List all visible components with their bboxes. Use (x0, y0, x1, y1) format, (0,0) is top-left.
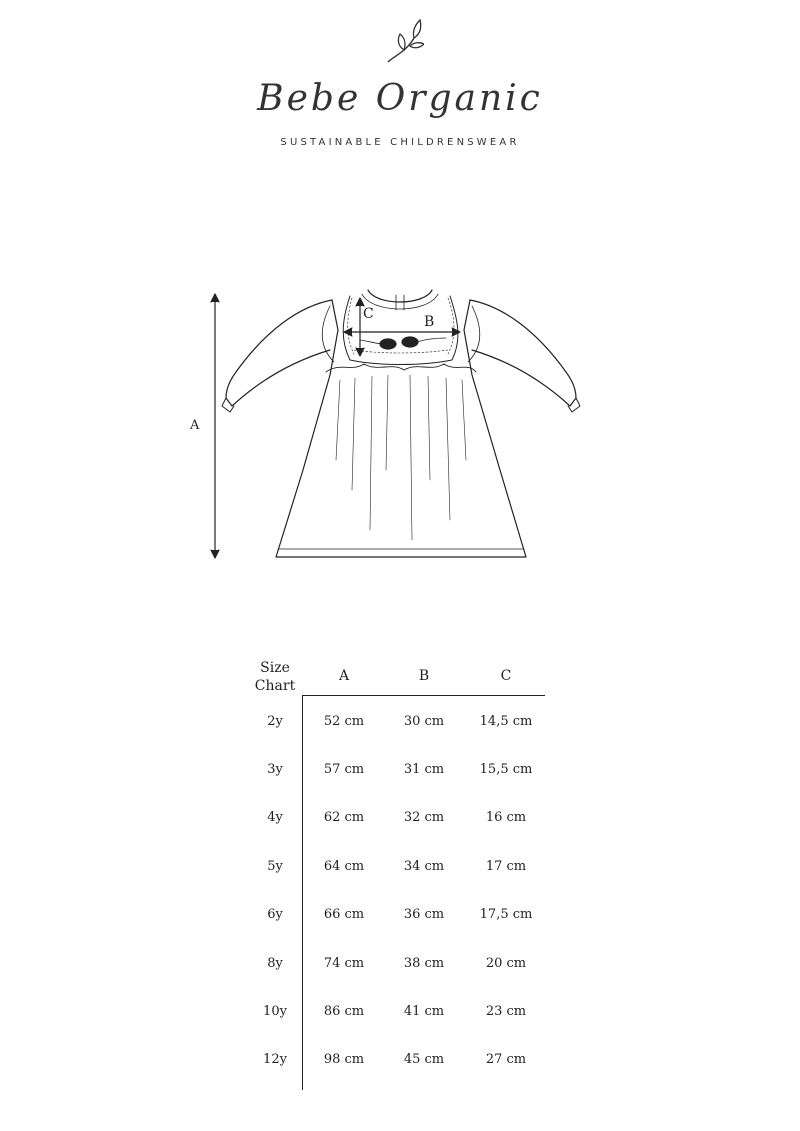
table-row (236, 714, 556, 734)
brand-name: Bebe Organic (257, 78, 543, 119)
b-cell: 38 cm (403, 956, 445, 971)
size-cell: 5y (267, 859, 283, 874)
b-cell: 34 cm (403, 859, 445, 874)
size-chart-table (236, 655, 556, 1095)
table-row (236, 907, 556, 927)
b-cell: 30 cm (403, 714, 445, 729)
size-cell: 10y (263, 1004, 287, 1019)
b-cell: 36 cm (403, 907, 445, 922)
size-cell: 8y (267, 956, 283, 971)
measure-a-label: A (190, 418, 200, 433)
size-cell: 4y (267, 810, 283, 825)
brand-tagline: SUSTAINABLE CHILDRENSWEAR (280, 137, 520, 148)
header-divider (302, 695, 545, 696)
c-cell: 14,5 cm (479, 714, 533, 729)
size-chart-title: Size Chart (254, 660, 296, 694)
c-cell: 15,5 cm (479, 762, 533, 777)
measure-c-label: C (363, 306, 374, 322)
table-row (236, 956, 556, 976)
b-cell: 32 cm (403, 810, 445, 825)
a-cell: 62 cm (323, 810, 365, 825)
right-sleeve (470, 300, 576, 406)
a-cell: 52 cm (323, 714, 365, 729)
column-header-c: C (500, 668, 512, 684)
a-cell: 86 cm (323, 1004, 365, 1019)
b-cell: 41 cm (403, 1004, 445, 1019)
c-cell: 27 cm (485, 1052, 527, 1067)
a-cell: 64 cm (323, 859, 365, 874)
table-row (236, 1004, 556, 1024)
size-cell: 6y (267, 907, 283, 922)
column-header-b: B (418, 668, 430, 684)
table-row (236, 1052, 556, 1072)
table-row (236, 810, 556, 830)
a-cell: 74 cm (323, 956, 365, 971)
c-cell: 20 cm (485, 956, 527, 971)
a-cell: 98 cm (323, 1052, 365, 1067)
b-cell: 31 cm (403, 762, 445, 777)
size-column-divider (302, 695, 303, 1090)
table-row (236, 859, 556, 879)
b-cell: 45 cm (403, 1052, 445, 1067)
c-cell: 16 cm (485, 810, 527, 825)
a-cell: 66 cm (323, 907, 365, 922)
c-cell: 17,5 cm (479, 907, 533, 922)
measure-b-label: B (424, 314, 435, 330)
size-cell: 2y (267, 714, 283, 729)
c-cell: 17 cm (485, 859, 527, 874)
size-cell: 3y (267, 762, 283, 777)
c-cell: 23 cm (485, 1004, 527, 1019)
neckline (368, 290, 432, 302)
size-cell: 12y (263, 1052, 287, 1067)
column-header-a: A (338, 668, 350, 684)
a-cell: 57 cm (323, 762, 365, 777)
left-sleeve (226, 300, 332, 406)
table-row (236, 762, 556, 782)
dress-outline (276, 300, 526, 557)
